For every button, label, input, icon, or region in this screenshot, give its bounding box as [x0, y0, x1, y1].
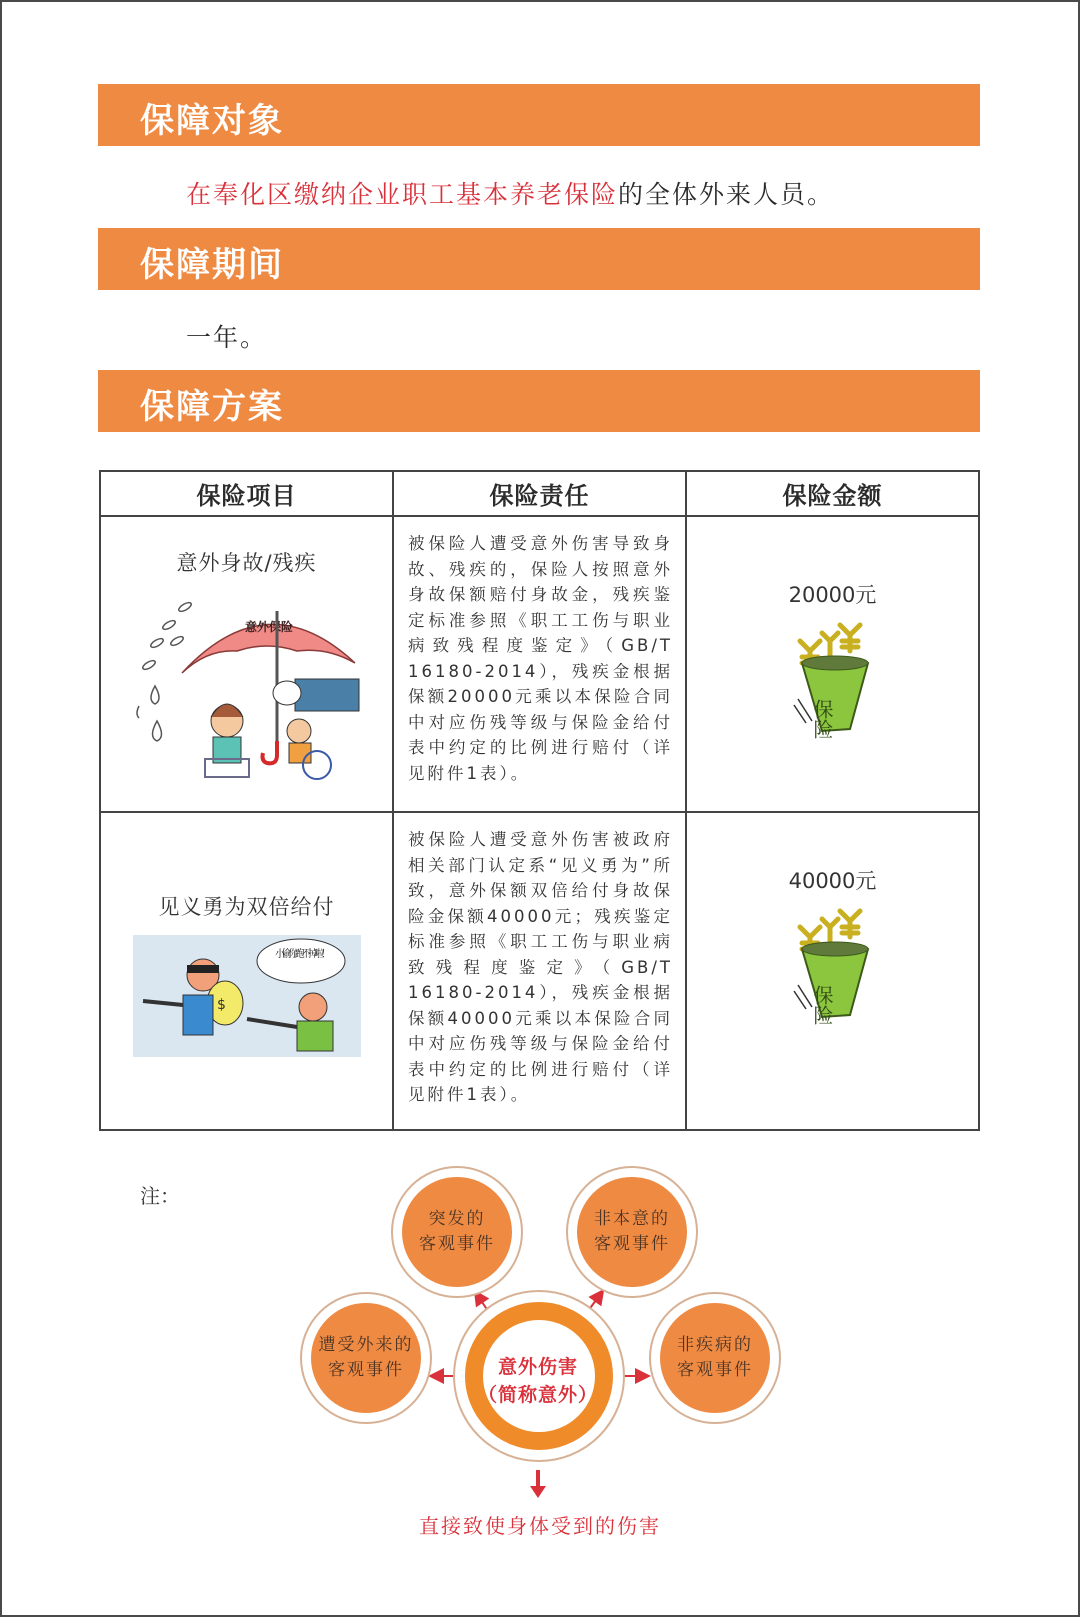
header-insurance-responsibility: 保险责任 [393, 471, 686, 516]
amount-value: 40000元 [788, 869, 877, 893]
diagram-node-non-disease [660, 1303, 770, 1413]
coverage-target-highlight: 在奉化区缴纳企业职工基本养老保险 [186, 180, 619, 209]
coverage-period-text: 一年。 [186, 323, 268, 352]
section-title: 保障对象 [140, 101, 284, 141]
item-name: 见义勇为双倍给付 [158, 895, 335, 919]
diagram-result-text: 直接致使身体受到的伤害 [419, 1514, 661, 1538]
node-line: 非本意的 [594, 1209, 670, 1229]
node-line: 遭受外来的 [318, 1335, 414, 1355]
center-line: 意外伤害 [497, 1356, 578, 1378]
center-line: （简称意外） [477, 1384, 598, 1406]
node-line: 客观事件 [594, 1234, 670, 1254]
money-bag-label: 保险 [809, 985, 834, 1025]
svg-text:$: $ [216, 997, 226, 1013]
node-line: 突发的 [428, 1209, 486, 1229]
speech-bubble-text: 小偷你跑不掉啦！ [274, 949, 331, 960]
diagram-node-sudden [402, 1177, 512, 1287]
node-line: 客观事件 [419, 1234, 495, 1254]
diagram-node-external [311, 1303, 421, 1413]
node-line: 客观事件 [677, 1360, 753, 1380]
note-label: 注： [140, 1184, 180, 1208]
diagram-center-label [468, 1353, 608, 1409]
money-bag-label: 保险 [809, 699, 834, 739]
header-insurance-amount: 保险金额 [686, 471, 979, 516]
amount-value: 20000元 [788, 583, 877, 607]
section-title: 保障方案 [140, 387, 284, 427]
umbrella-label: 意外保险 [244, 620, 293, 634]
header-insurance-item: 保险项目 [100, 471, 393, 516]
item-name: 意外身故/残疾 [176, 551, 317, 575]
responsibility-cell: 被保险人遭受意外伤害被政府相关部门认定系“见义勇为”所致，意外保额双倍给付身故保险金保额40000元；残疾鉴定标准参照《职工工伤与职业病致残程度鉴定》（GB/T 16180-2014），残疾金根据保额40000元乘以本保险合同中对应伤残等级与保险金给付表中约定的比例进行赔付（详见附件1表）。 [393, 812, 686, 1130]
node-line: 非疾病的 [677, 1335, 753, 1355]
section-title: 保障期间 [140, 245, 284, 285]
node-line: 客观事件 [328, 1360, 404, 1380]
diagram-node-unintended [577, 1177, 687, 1287]
coverage-target-rest: 的全体外来人员。 [618, 180, 835, 209]
responsibility-cell: 被保险人遭受意外伤害导致身故、残疾的，保险人按照意外身故保额赔付身故金，残疾鉴定标准参照《职工工伤与职业病致残程度鉴定》（GB/T 16180-2014），残疾金根据保额20000元乘以本保险合同中对应伤残等级与保险金给付表中约定的比例进行赔付（详见附件1表）。 [393, 516, 686, 812]
